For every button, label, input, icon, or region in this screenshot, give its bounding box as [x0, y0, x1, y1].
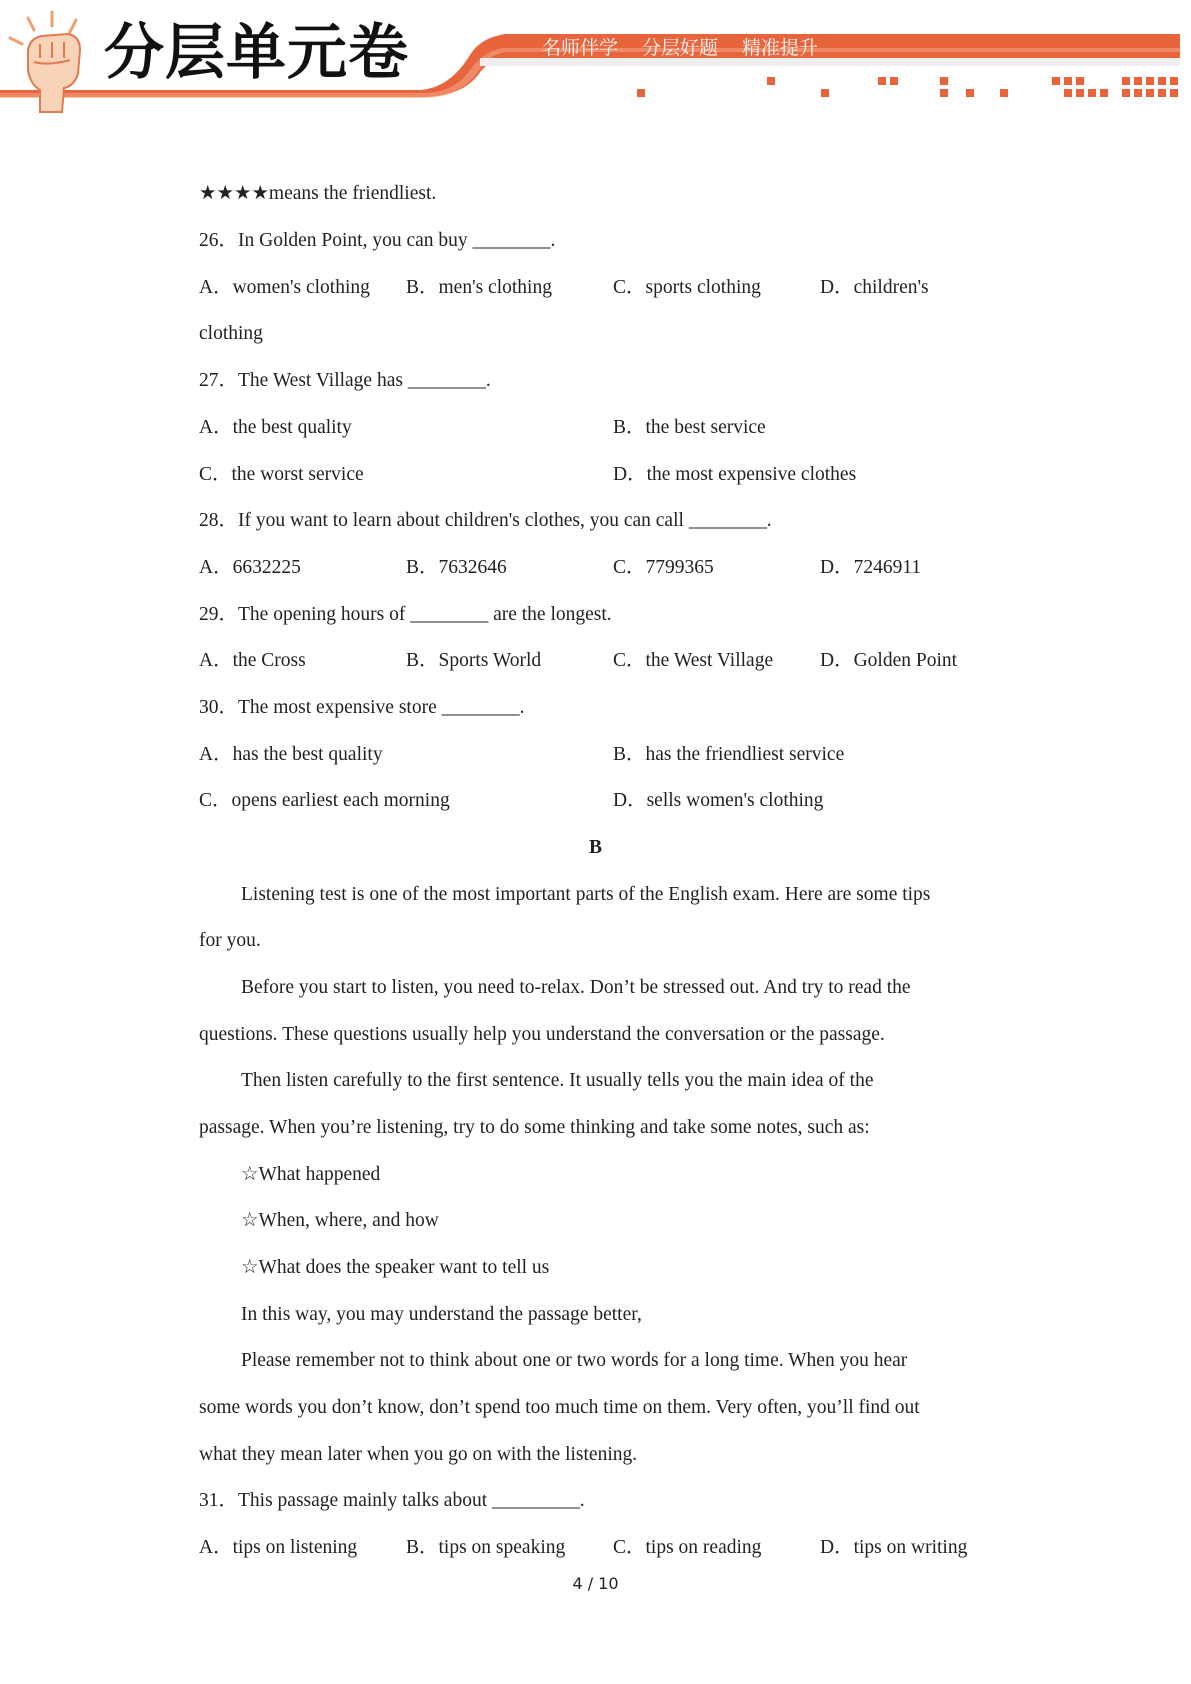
option-c: C．the worst service	[199, 464, 364, 485]
section-heading-b: B	[588, 837, 602, 858]
option-b: B．the best service	[613, 417, 766, 438]
slogan-item-2: 分层好题	[642, 37, 719, 59]
option-d: D．children's	[820, 277, 929, 298]
brand-title: 分层单元卷	[104, 18, 409, 88]
option-b: B．men's clothing	[406, 277, 552, 298]
question-31: 31．This passage mainly talks about _________.	[199, 1490, 585, 1511]
option-d: D．tips on writing	[820, 1537, 968, 1558]
option-b: B．7632646	[406, 557, 507, 578]
rating-note: ★★★★means the friendliest.	[199, 183, 437, 204]
option-d: D．sells women's clothing	[613, 790, 824, 811]
passage-line: In this way, you may understand the passage better,	[241, 1304, 642, 1325]
passage-line: some words you don’t know, don’t spend too much time on them. Very often, you’ll find out	[199, 1397, 920, 1418]
passage-line: Before you start to listen, you need to-relax. Don’t be stressed out. And try to read the	[241, 977, 911, 998]
slogan-item-1: 名师伴学	[542, 37, 619, 59]
question-27: 27．The West Village has ________.	[199, 370, 491, 391]
question-26: 26．In Golden Point, you can buy ________.	[199, 230, 556, 251]
option-d: D．7246911	[820, 557, 922, 578]
decorative-squares	[637, 77, 1178, 97]
passage-line: what they mean later when you go on with the listening.	[199, 1444, 638, 1465]
option-d: D．Golden Point	[820, 650, 958, 671]
passage-line: Then listen carefully to the first sentence. It usually tells you the main idea of the	[241, 1070, 874, 1091]
option-b: B．Sports World	[406, 650, 542, 671]
page-number: 4 / 10	[572, 1574, 619, 1593]
option-a: A．has the best quality	[199, 744, 383, 765]
option-a: A．women's clothing	[199, 277, 370, 298]
passage-line: Please remember not to think about one or two words for a long time. When you hear	[241, 1350, 908, 1371]
option-b: B．tips on speaking	[406, 1537, 566, 1558]
page-header	[0, 0, 1191, 115]
option-a: A．tips on listening	[199, 1537, 358, 1558]
option-c: C．the West Village	[613, 650, 774, 671]
option-c: C．opens earliest each morning	[199, 790, 450, 811]
passage-bullet: ☆What happened	[241, 1164, 381, 1185]
passage-bullet: ☆When, where, and how	[241, 1210, 439, 1231]
passage-line: Listening test is one of the most important parts of the English exam. Here are some tips	[241, 884, 931, 905]
question-28: 28．If you want to learn about children's clothes, you can call ________.	[199, 510, 772, 531]
question-29: 29．The opening hours of ________ are the longest.	[199, 604, 612, 625]
option-c: C．tips on reading	[613, 1537, 762, 1558]
option-c: C．sports clothing	[613, 277, 761, 298]
option-d: D．the most expensive clothes	[613, 464, 857, 485]
passage-bullet: ☆What does the speaker want to tell us	[241, 1257, 550, 1278]
option-b: B．has the friendliest service	[613, 744, 845, 765]
option-d-continued: clothing	[199, 323, 263, 344]
passage-line: for you.	[199, 930, 261, 951]
question-30: 30．The most expensive store ________.	[199, 697, 525, 718]
option-a: A．the best quality	[199, 417, 352, 438]
passage-line: questions. These questions usually help you understand the conversation or the passage.	[199, 1024, 885, 1045]
slogan-item-3: 精准提升	[742, 37, 819, 59]
passage-line: passage. When you’re listening, try to do some thinking and take some notes, such as:	[199, 1117, 870, 1138]
option-a: A．the Cross	[199, 650, 306, 671]
option-c: C．7799365	[613, 557, 714, 578]
option-a: A．6632225	[199, 557, 301, 578]
